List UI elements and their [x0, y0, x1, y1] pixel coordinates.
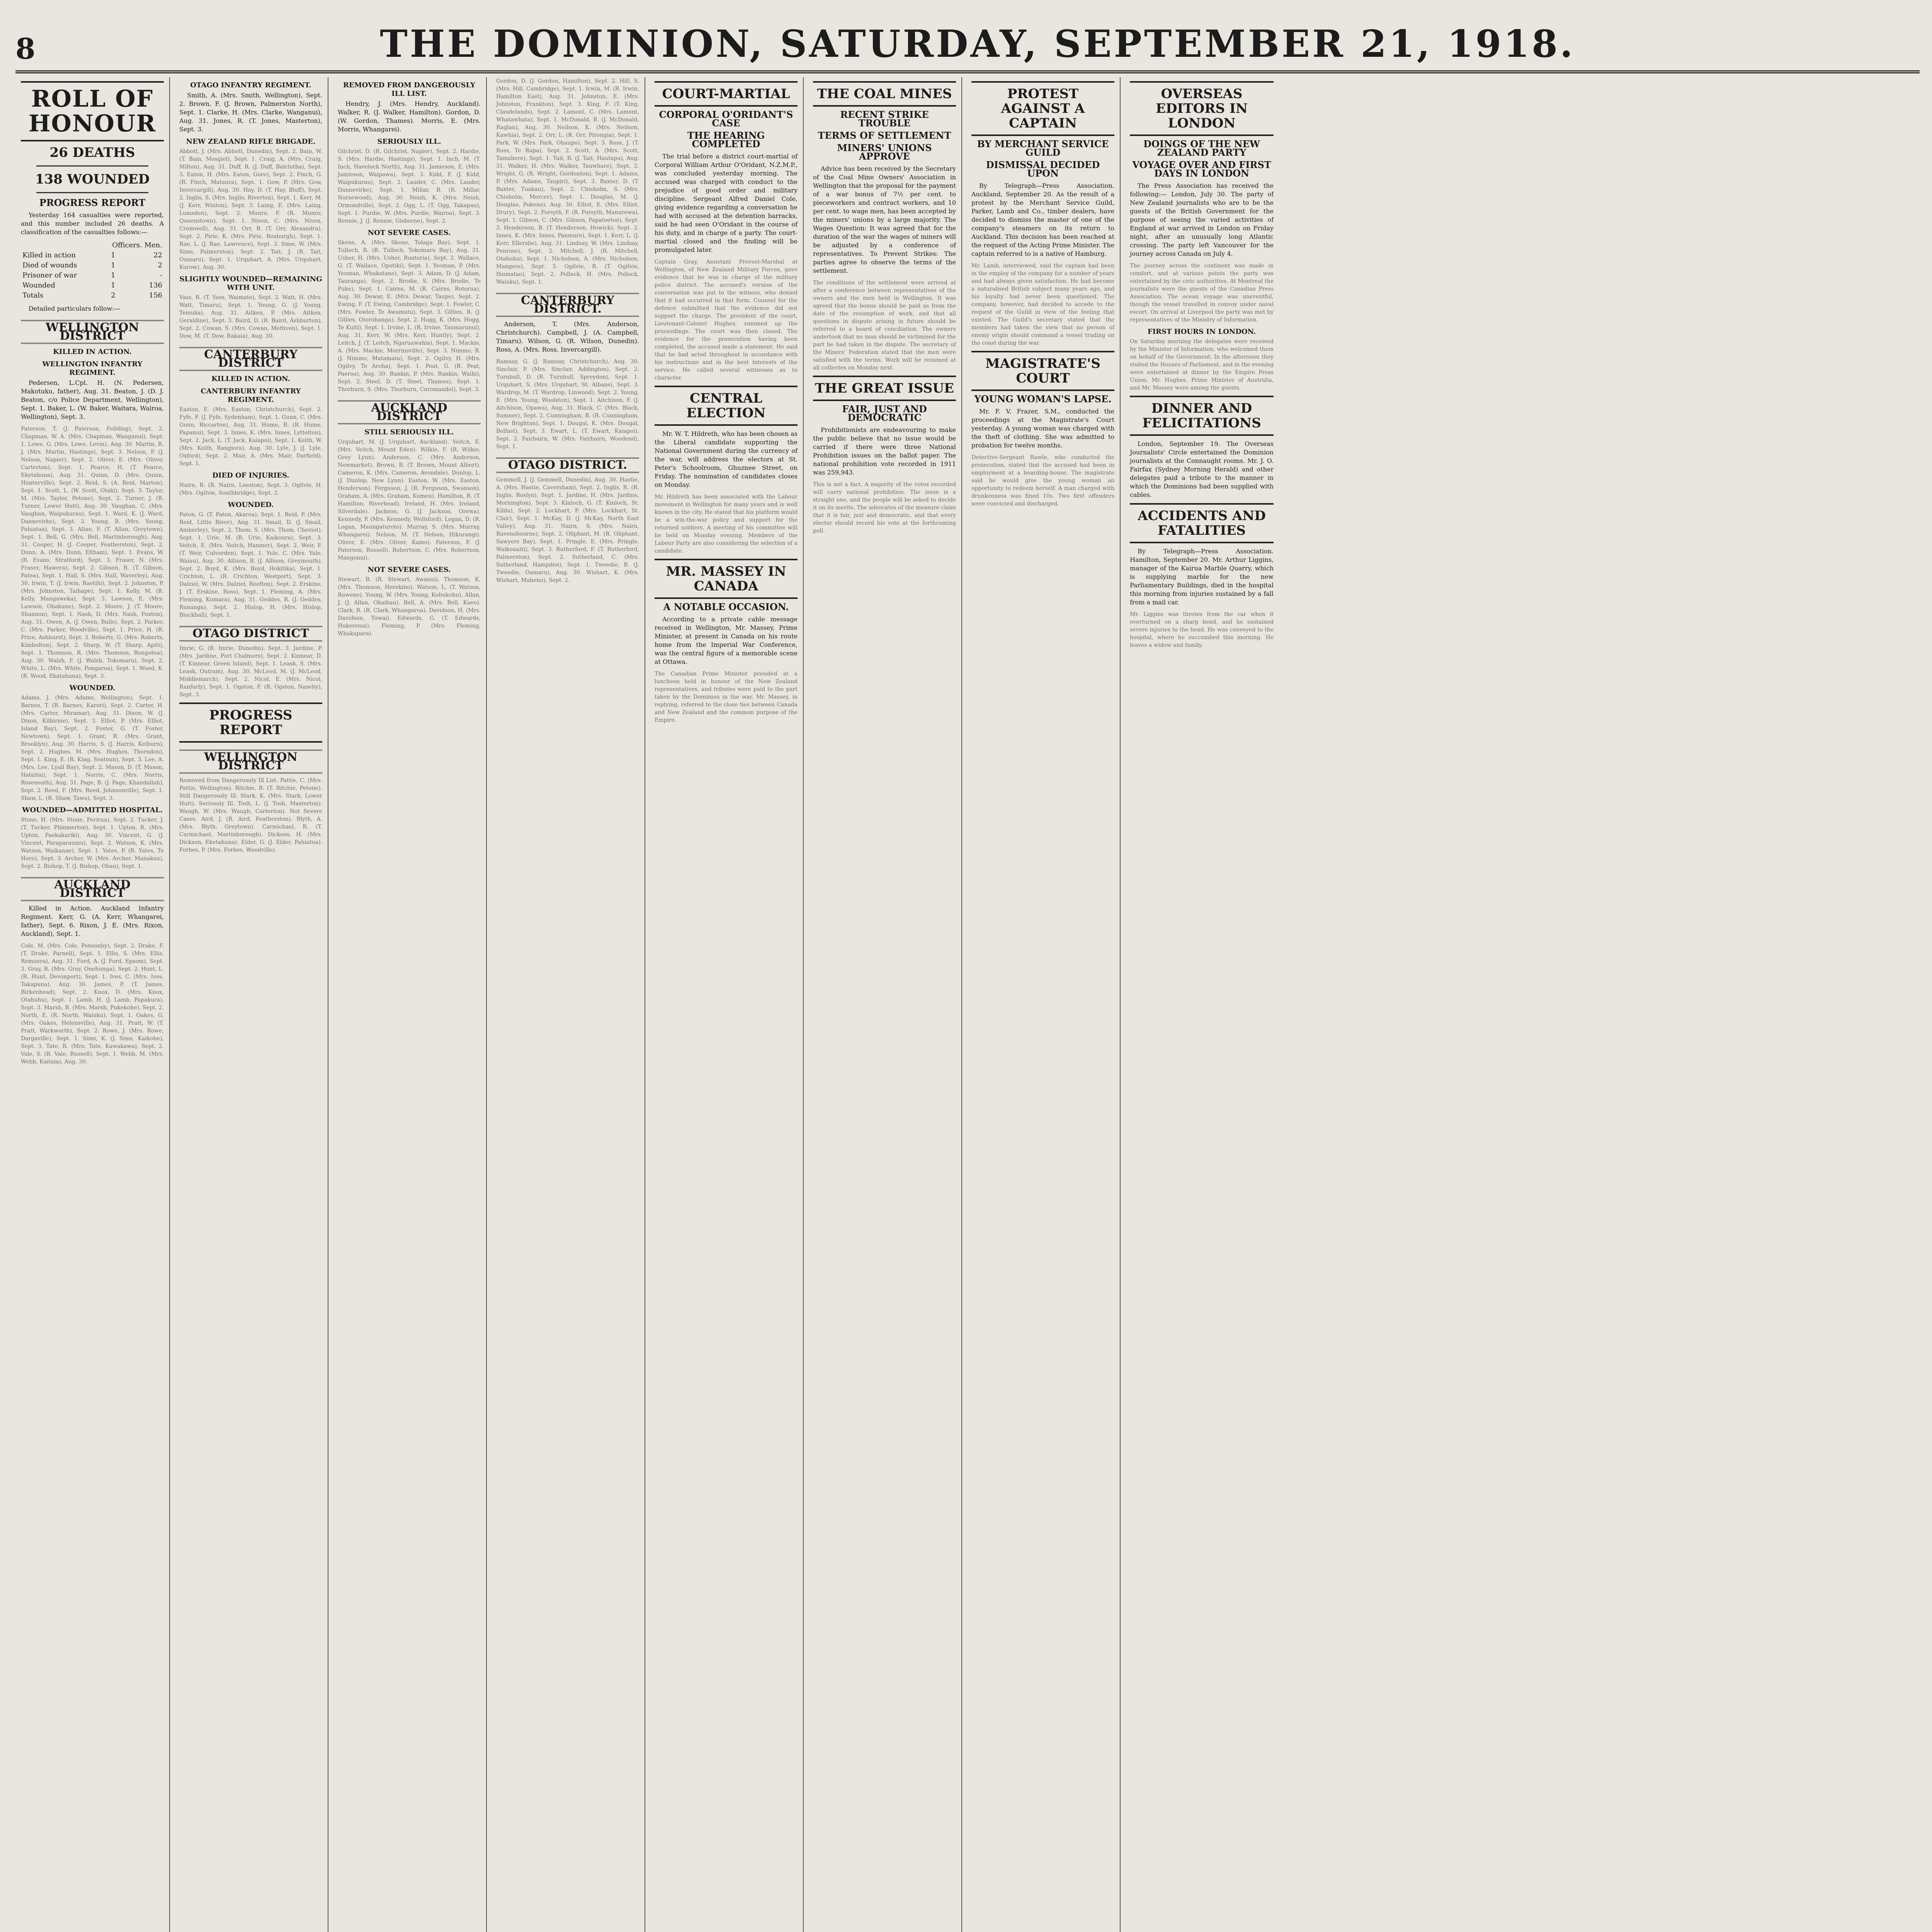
column-casualties-3: [332, 77, 487, 1932]
article-text: The Canadian Prime Minister presided at a luncheon held in honour of the New Zealand representatives, and tributes were paid to the part taken by the Dominion in the war. Mr. Massey, in replying, referred to the close ties between Canada and New Zealand and the common purpose of the Empire.: [655, 671, 798, 723]
columns: [15, 77, 1920, 1932]
massey-body: According to a private cable message received in Wellington, Mr. Massey, Prime Minister, at present in Canada on his route home from the Imperial War Conference, was the central figure of a memorable scene at Ottawa.: [655, 616, 798, 665]
casualty-list-text: Easton, E. (Mrs. Easton, Christchurch), Sept. 2. Fyfe, F. (J. Fyfe, Sydenham), Sept. 1. Gunn, C. (Mrs. Gunn, Riccarton), Aug. 31. Hume, B. (R. Hume, Papanui), Sept. 3. Innes, K. (Mrs. Innes, Lyttelton), Sept. 2. Jack, L. (T. Jack, Kaiapoi), Sept. 1. Keith, W. (Mrs. Keith, Rangiora), Aug. 30. Lyle, J. (J. Lyle, Oxford), Sept. 2. Mair, A. (Mrs. Mair, Darfield), Sept. 1.: [179, 406, 322, 467]
roll-footer: Detailed particulars follow:—: [29, 305, 121, 312]
divider: [36, 192, 148, 193]
protest-body: By Telegraph—Press Association. Auckland, September 20. As the result of a protest by the Merchant Service Guild, Parker, Lamb and Co., timber dealers, have decided to dismiss the master of one of the company's steamers on its return to Auckland. This decision has been reached at the request of the Acting Prime Minister. The captain referred to is a native of Hamburg.: [971, 182, 1114, 257]
great-issue-sub: FAIR, JUST AND DEMOCRATIC: [842, 403, 927, 423]
wounded-heading: WOUNDED.: [228, 501, 274, 509]
casualty-list-text: Imrie, G. (R. Imrie, Dunedin), Sept. 3. Jardine, P. (Mrs. Jardine, Port Chalmers), Sept. 2. Kinnear, D. (T. Kinnear, Green Island), Sept. 1. Leask, S. (Mrs. Leask, Outram), Aug. 30. McLeod, M. (J. McLeod, Middlemarch), Sept. 2. Nicol, E. (Mrs. Nicol, Ranfurly), Sept. 1. Ogston, F. (R. Ogston, Naseby), Sept. 3.: [179, 645, 322, 698]
wounded-heading-2: WOUNDED.: [69, 684, 116, 692]
casualty-list-text: Adams, J. (Mrs. Adams, Wellington), Sept. 1. Barnes, T. (R. Barnes, Karori), Sept. 2. Carter, H. (Mrs. Carter, Miramar), Aug. 31. Dixon, W. (J. Dixon, Kilbirnie), Sept. 3. Elliot, P. (Mrs. Elliot, Island Bay), Sept. 2. Foster, G. (T. Foster, Newtown), Sept. 1. Grant, R. (Mrs. Grant, Brooklyn), Aug. 30. Harris, S. (J. Harris, Kelburn), Sept. 2. Hughes, M. (Mrs. Hughes, Thorndon), Sept. 1. King, E. (R. King, Seatoun), Sept. 3. Lee, A. (Mrs. Lee, Lyall Bay), Sept. 2. Mason, D. (T. Mason, Hataitai), Sept. 1. Norris, C. (Mrs. Norris, Roseneath), Aug. 31. Page, B. (J. Page, Khandallah), Sept. 2. Reed, F. (Mrs. Reed, Johnsonville), Sept. 1. Shaw, L. (R. Shaw, Tawa), Sept. 3.: [21, 695, 164, 801]
casualty-list-text: Gemmell, J. (J. Gemmell, Dunedin), Aug. 30. Hastie, A. (Mrs. Hastie, Caversham), Sept. 2. Inglis, R. (R. Inglis, Roslyn), Sept. 1. Jardine, H. (Mrs. Jardine, Mornington), Sept. 3. Kinloch, G. (T. Kinloch, St. Kilda), Sept. 2. Lockhart, P. (Mrs. Lockhart, St. Clair), Sept. 1. McKay, D. (J. McKay, North East Valley), Aug. 31. Nairn, S. (Mrs. Nairn, Ravensbourne), Sept. 2. Oliphant, M. (R. Oliphant, Sawyers Bay), Sept. 1. Pringle, E. (Mrs. Pringle, Waikouaiti), Sept. 3. Rutherford, F. (T. Rutherford, Palmerston), Sept. 2. Sutherland, C. (Mrs. Sutherland, Hampden), Sept. 1. Tweedie, B. (J. Tweedie, Oamaru), Aug. 30. Wishart, K. (Mrs. Wishart, Maheno), Sept. 2.: [496, 477, 639, 583]
casualty-list-text: Stewart, B. (R. Stewart, Awanui). Thomson, K. (Mrs. Thomson, Herekino). Watson, L. (T. Watson, Rawene). Young, W. (Mrs. Young, Kohukohu). Allan, J. (J. Allan, Okaihau). Bell, A. (Mrs. Bell, Kaeo). Clark, R. (R. Clark, Whangaroa). Davidson, H. (Mrs. Davidson, Towai). Edwards, G. (T. Edwards, Hukerenui). Fleming, P. (Mrs. Fleming, Whakapara).: [338, 577, 481, 637]
canterbury-heading: CANTERBURY DISTRICT.: [496, 293, 639, 317]
column-coal-mines: [808, 77, 962, 1932]
protest-headline: PROTEST AGAINST A CAPTAIN: [971, 81, 1114, 136]
column-protest: [966, 77, 1121, 1932]
page-number: 8: [15, 32, 36, 66]
coal-mines-headline: THE COAL MINES: [813, 81, 956, 107]
article-text: This is not a fact. A majority of the votes recorded will carry national prohibition. The issue is a straight one, and the people will be asked to decide it on its merits. The advocates of the measure claim that it is fair, just and democratic, and that every elector should record his vote at the forthcoming poll.: [813, 481, 956, 534]
not-severe-heading: NOT SEVERE CASES.: [367, 229, 451, 237]
seriously-ill-heading: SERIOUSLY ILL.: [377, 138, 441, 146]
casualty-list-text: Nairn, R. (R. Nairn, Leeston), Sept. 3. Ogilvie, H. (Mrs. Ogilvie, Southbridge), Sept. 2.: [179, 482, 322, 496]
table-row: Totals 2 156: [22, 291, 162, 299]
casualty-list-text: Ramsay, G. (J. Ramsay, Christchurch), Aug. 30. Sinclair, P. (Mrs. Sinclair, Addington), Sept. 2. Turnbull, D. (R. Turnbull, Spreydon), Sept. 1. Urquhart, S. (Mrs. Urquhart, St. Albans), Sept. 3. Wardrop, M. (T. Wardrop, Linwood), Sept. 2. Young, E. (Mrs. Young, Woolston), Sept. 1. Aitchison, F. (J. Aitchison, Opawa), Aug. 31. Black, C. (Mrs. Black, Sumner), Sept. 2. Cunningham, B. (R. Cunningham, New Brighton), Sept. 1. Dougal, K. (Mrs. Dougal, Belfast), Sept. 3. Ewart, L. (T. Ewart, Kaiapoi), Sept. 2. Fairbairn, W. (Mrs. Fairbairn, Woodend), Sept. 1.: [496, 359, 639, 450]
great-issue-body: Prohibitionists are endeavouring to make the public believe that no issue would be carried if there were three National Prohibition issues on the ballot paper. The national prohibition vote recorded in 1911 was 259,943.: [813, 426, 956, 476]
article-text: The journey across the continent was made in comfort, and at various points the party was entertained by the civic authorities. At Montreal the journalists were the guests of the Canadian Press Association. The ocean voyage was uneventful, though the vessel travelled in convoy under naval escort. On arrival at Liverpool the party was met by representatives of the Ministry of Information.: [1130, 263, 1274, 323]
central-election-headline: CENTRAL ELECTION: [655, 386, 798, 426]
casualty-list: Hendry, J. (Mrs. Hendry, Auckland). Walker, R. (J. Walker, Hamilton). Gordon, D. (W. Gordon, Thames). Morris, E. (Mrs. Morris, Whangarei).: [338, 100, 481, 133]
not-severe-heading-2: NOT SEVERE CASES.: [367, 566, 451, 574]
deaths-heading: 26 DEATHS: [49, 145, 135, 160]
casualty-list-text: Skene, A. (Mrs. Skene, Tolaga Bay), Sept. 1. Tulloch, R. (R. Tulloch, Tokomaru Bay), Aug. 31. Usher, H. (Mrs. Usher, Ruatoria), Sept. 2. Wallace, G. (T. Wallace, Opotiki), Sept. 1. Yeoman, P. (Mrs. Yeoman, Whakatane), Sept. 3. Adam, D. (J. Adam, Tauranga), Sept. 2. Brodie, S. (Mrs. Brodie, Te Puke), Sept. 1. Cairns, M. (R. Cairns, Rotorua), Aug. 30. Dewar, E. (Mrs. Dewar, Taupo), Sept. 2. Ewing, F. (T. Ewing, Cambridge), Sept. 1. Fowler, C. (Mrs. Fowler, Te Awamutu), Sept. 3. Gillies, B. (J. Gillies, Otorohanga), Sept. 2. Hogg, K. (Mrs. Hogg, Te Kuiti), Sept. 1. Irvine, L. (R. Irvine, Taumarunui), Aug. 31. Kerr, W. (Mrs. Kerr, Huntly), Sept. 2. Leitch, J. (T. Leitch, Ngaruawahia), Sept. 1. Mackie, A. (Mrs. Mackie, Morrinsville), Sept. 3. Nimmo, R. (J. Nimmo, Matamata), Sept. 2. Ogilvy, H. (Mrs. Ogilvy, Te Aroha), Sept. 1. Peat, G. (R. Peat, Paeroa), Aug. 30. Rankin, P. (Mrs. Rankin, Waihi), Sept. 2. Steel, D. (T. Steel, Thames), Sept. 1. Thorburn, S. (Mrs. Thorburn, Coromandel), Sept. 3.: [338, 240, 481, 393]
accidents-headline: ACCIDENTS AND FATALITIES: [1130, 503, 1274, 543]
masthead: [15, 8, 1920, 73]
divider: [36, 165, 148, 167]
coal-mines-sub3: MINERS' UNIONS APPROVE: [837, 142, 932, 162]
wellington-infantry-heading: WELLINGTON INFANTRY REGIMENT.: [42, 360, 143, 377]
dinner-body: London, September 19. The Overseas Journalists' Circle entertained the Dominion journalists at the Connaught rooms. Mr. J. O. Fairfax (Sydney Morning Herald) and other delegates paid a tribute to the manner in which the Dominions had been supplied with cables.: [1130, 440, 1274, 498]
magistrate-headline: MAGISTRATE'S COURT: [971, 351, 1114, 391]
casualty-list-text: Removed from Dangerously Ill List. Pattie, C. (Mrs. Pattie, Wellington). Ritchie, B. (T. Ritchie, Petone). Still Dangerously Ill. Stark, K. (Mrs. Stark, Lower Hutt). Seriously Ill. Tosh, L. (J. Tosh, Masterton). Waugh, W. (Mrs. Waugh, Carterton). Not Severe Cases. Aird, J. (R. Aird, Featherston). Blyth, A. (Mrs. Blyth, Greytown). Carmichael, R. (T. Carmichael, Martinborough). Dickson, H. (Mrs. Dickson, Eketahuna). Elder, G. (J. Elder, Pahiatua). Forbes, P. (Mrs. Forbes, Woodville).: [179, 777, 322, 853]
table-row: Killed in action 1 22: [22, 251, 162, 259]
roll-intro: Yesterday 164 casualties were reported, and this number included 26 deaths. A classification of the casualties follows:—: [21, 211, 164, 236]
great-issue-headline: THE GREAT ISSUE: [813, 376, 956, 401]
article-text: Captain Gray, Assistant Provost-Marshal at Wellington, of New Zealand Military Forces, gave evidence that he was in charge of the military police district. The accused's version of the conversation was put to the witness, who denied that it had occurred in that form. Counsel for the defence submitted that the evidence did not support the charge. The president of the court, Lieutenant-Colonel Hughes, summed up the proceedings. The court was then closed. The evidence for the prosecution having been completed, the accused made a statement. He said that he had acted throughout in accordance with his instructions and in the best interests of the service. He called several witnesses as to character.: [655, 259, 798, 381]
casualty-list-text: Abbott, J. (Mrs. Abbott, Dunedin), Sept. 2. Bain, W. (T. Bain, Mosgiel), Sept. 1. Craig, A. (Mrs. Craig, Milton), Aug. 31. Duff, R. (J. Duff, Balclutha), Sept. 3. Eaton, H. (Mrs. Eaton, Gore), Sept. 2. Finch, G. (R. Finch, Mataura), Sept. 1. Gow, P. (Mrs. Gow, Invercargill), Aug. 30. Hay, D. (T. Hay, Bluff), Sept. 2. Inglis, S. (Mrs. Inglis, Riverton), Sept. 1. Kerr, M. (J. Kerr, Winton), Sept. 3. Laing, E. (Mrs. Laing, Lumsden), Sept. 2. Munro, F. (R. Munro, Queenstown), Sept. 1. Niven, C. (Mrs. Niven, Cromwell), Aug. 31. Orr, B. (T. Orr, Alexandra), Sept. 2. Pirie, K. (Mrs. Pirie, Roxburgh), Sept. 1. Rae, L. (J. Rae, Lawrence), Sept. 3. Sime, W. (Mrs. Sime, Palmerston), Sept. 2. Tait, J. (R. Tait, Oamaru), Sept. 1. Urquhart, A. (Mrs. Urquhart, Kurow), Aug. 30.: [179, 148, 322, 270]
article-text: On Saturday morning the delegates were received by the Minister of Information, who welcomed them on behalf of the Government. In the afternoon they visited the Houses of Parliament, and in the evening were entertained at dinner by the Empire Press Union. Mr. Hughes, Prime Minister of Australia, and Mr. Massey were among the guests.: [1130, 338, 1274, 391]
column-court-martial: [649, 77, 804, 1932]
court-martial-sub2: THE HEARING COMPLETED: [687, 130, 765, 150]
died-of-injuries-heading: DIED OF INJURIES.: [212, 471, 289, 480]
column-overseas-editors: [1124, 77, 1279, 1932]
progress-heading: PROGRESS REPORT: [39, 197, 146, 208]
overseas-sub2: VOYAGE OVER AND FIRST DAYS IN LONDON: [1132, 159, 1271, 179]
casualty-list-text: Urquhart, M. (J. Urquhart, Auckland). Veitch, E. (Mrs. Veitch, Mount Eden). Wilkie, F. (R. Wilkie, Grey Lynn). Anderson, C. (Mrs. Anderson, Newmarket). Brown, B. (T. Brown, Mount Albert). Cameron, K. (Mrs. Cameron, Avondale). Dunlop, L. (J. Dunlop, New Lynn). Easton, W. (Mrs. Easton, Henderson). Ferguson, J. (R. Ferguson, Swanson). Graham, A. (Mrs. Graham, Kumeu). Hamilton, R. (T. Hamilton, Riverhead). Ireland, H. (Mrs. Ireland, Silverdale). Jackson, G. (J. Jackson, Orewa). Kennedy, P. (Mrs. Kennedy, Wellsford). Logan, D. (R. Logan, Maungaturoto). Murray, S. (Mrs. Murray, Whangarei). Nelson, M. (T. Nelson, Hikurangi). Oliver, E. (Mrs. Oliver, Kamo). Paterson, F. (J. Paterson, Russell). Robertson, C. (Mrs. Robertson, Mangonui).: [338, 439, 481, 561]
coal-mines-sub: RECENT STRIKE TROUBLE: [840, 109, 929, 129]
otago-district-heading: OTAGO DISTRICT: [179, 626, 322, 641]
dinner-headline: DINNER AND FELICITATIONS: [1130, 396, 1274, 436]
protest-sub2: DISMISSAL DECIDED UPON: [986, 159, 1100, 179]
killed-heading: KILLED IN ACTION.: [53, 348, 132, 356]
summary-header: Officers. Men.: [112, 241, 162, 249]
auckland-district-heading: AUCKLAND DISTRICT: [21, 877, 164, 901]
article-text: Mr. Hildreth has been associated with the Labour movement in Wellington for many years and is well known in the city. He stated that his platform would be a win-the-war policy and support for the returned soldiers. A meeting of his committee will be held on Monday evening. Members of the Labour Party are also considering the selection of a candidate.: [655, 494, 798, 554]
table-row: Prisoner of war 1 -: [22, 271, 162, 279]
casualty-list-text: Gilchrist, D. (R. Gilchrist, Napier), Sept. 2. Hardie, S. (Mrs. Hardie, Hastings), Sept. 1. Inch, M. (T. Inch, Havelock North), Aug. 31. Jamieson, E. (Mrs. Jamieson, Waipawa), Sept. 3. Kidd, F. (J. Kidd, Waipukurau), Sept. 2. Lauder, C. (Mrs. Lauder, Dannevirke), Sept. 1. Millar, B. (R. Millar, Norsewood), Aug. 30. Neish, K. (Mrs. Neish, Ormondville), Sept. 2. Ogg, L. (T. Ogg, Takapau), Sept. 1. Purdie, W. (Mrs. Purdie, Wairoa), Sept. 3. Rennie, J. (J. Rennie, Gisborne), Sept. 2.: [338, 148, 481, 224]
casualty-list: Anderson, T. (Mrs. Anderson, Christchurch). Campbell, J. (A. Campbell, Timaru). Wilson, G. (R. Wilson, Dunedin). Ross, A. (Mrs. Ross, Invercargill).: [496, 320, 639, 353]
article-text: The conditions of the settlement were arrived at after a conference between representatives of the owners and the men held in Wellington. It was agreed that the bonus should be paid as from the date of the resumption of work, and that all questions in dispute arising in future should be referred to a board of conciliation. The owners undertook that no man should be victimised for the part he had taken in the dispute. The secretary of the Miners' Federation stated that the men were satisfied with the terms. Work will be resumed at all collieries on Monday next.: [813, 280, 956, 371]
overseas-headline: OVERSEAS EDITORS IN LONDON: [1130, 81, 1274, 136]
casualty-list-text: Stone, H. (Mrs. Stone, Porirua), Sept. 2. Tucker, J. (T. Tucker, Plimmerton), Sept. 1. Upton, R. (Mrs. Upton, Paekakariki), Aug. 30. Vincent, G. (J. Vincent, Paraparaumu), Sept. 2. Watson, K. (Mrs. Watson, Waikanae), Sept. 1. Yates, P. (R. Yates, Te Horo), Sept. 3. Archer, W. (Mrs. Archer, Manakau), Sept. 2. Bishop, T. (J. Bishop, Ohau), Sept. 1.: [21, 817, 164, 869]
column-roll-of-honour: [15, 77, 170, 1932]
slightly-wounded-heading: SLIGHTLY WOUNDED—REMAINING WITH UNIT.: [179, 275, 322, 292]
progress-report-heading: PROGRESS REPORT: [179, 702, 322, 743]
accidents-body: By Telegraph—Press Association. Hamilton, September 20. Mr. Arthur Liggins, manager of the Kairua Marble Quarry, which is supplying marble for the new Parliamentary Buildings, died in the hospital this morning from injuries sustained by a fall from a mail car.: [1130, 548, 1274, 606]
article-text: Mr. Lamb, interviewed, said the captain had been in the employ of the company for a number of years and had always given satisfaction. He had become a naturalised British subject many years ago, and his loyalty had never been questioned. The company, however, had decided to accede to the request of the Guild in view of the feeling that existed. The Guild's secretary stated that the members had taken the view that no person of enemy origin should command a vessel trading on the coast during the war.: [971, 263, 1114, 346]
casualty-list-text: Cole, M. (Mrs. Cole, Ponsonby), Sept. 2. Drake, F. (T. Drake, Parnell), Sept. 1. Ellis, S. (Mrs. Ellis, Remuera), Aug. 31. Ford, A. (J. Ford, Epsom), Sept. 3. Gray, R. (Mrs. Gray, Onehunga), Sept. 2. Hunt, L. (R. Hunt, Devonport), Sept. 1. Ives, C. (Mrs. Ives, Takapuna), Aug. 30. James, P. (T. James, Birkenhead), Sept. 2. Knox, D. (Mrs. Knox, Otahuhu), Sept. 1. Lamb, H. (J. Lamb, Papakura), Sept. 3. Marsh, B. (Mrs. Marsh, Pukekohe), Sept. 2. North, E. (R. North, Waiuku), Sept. 1. Oakes, G. (Mrs. Oakes, Helensville), Aug. 31. Pratt, W. (T. Pratt, Warkworth), Sept. 2. Rowe, J. (Mrs. Rowe, Dargaville), Sept. 1. Sims, K. (J. Sims, Kaikohe), Sept. 3. Tate, R. (Mrs. Tate, Kawakawa), Sept. 2. Vale, S. (R. Vale, Russell), Sept. 1. Webb, M. (Mrs. Webb, Kaitaia), Aug. 30.: [21, 943, 164, 1065]
auckland-district-heading-2: AUCKLAND DISTRICT: [338, 400, 481, 424]
auckland-list: Killed in Action. Auckland Infantry Regiment. Kerr, G. (A. Kerr, Whangarei, father), Sept. 6. Rixon, J. E. (Mrs. Rixon, Auckland), Sept. 1.: [21, 905, 164, 937]
central-election-body: Mr. W. T. Hildreth, who has been chosen as the Liberal candidate supporting the National Government during the currency of the war, will address the electors at St. Peter's Schoolroom, Ghuznee Street, on Friday. The nomination of candidates closes on Monday.: [655, 430, 798, 488]
canterbury-district-heading: CANTERBURY DISTRICT: [179, 347, 322, 371]
otago-heading: OTAGO DISTRICT.: [496, 457, 639, 473]
casualty-list-text: Paterson, T. (J. Paterson, Feilding), Sept. 2. Chapman, W. A. (Mrs. Chapman, Wanganui), Sept. 1. Lowe, G. (Mrs. Lowe, Levin), Aug. 30. Martin, R. J. (Mrs. Martin, Hastings), Sept. 3. Nelson, P. (J. Nelson, Napier), Sept. 2. Oliver, E. (Mrs. Oliver, Carterton), Sept. 1. Pearce, H. (T. Pearce, Eketahuna), Aug. 31. Quinn, D. (Mrs. Quinn, Hunterville), Sept. 2. Reid, S. (A. Reid, Marton), Sept. 1. Scott, L. (W. Scott, Otaki), Sept. 3. Taylor, M. (Mrs. Taylor, Petone), Sept. 2. Turner, J. (R. Turner, Lower Hutt), Aug. 30. Vaughan, C. (Mrs. Vaughan, Waipukurau), Sept. 1. Ward, K. (J. Ward, Dannevirke), Sept. 2. Young, B. (Mrs. Young, Pahiatua), Sept. 3. Allan, F. (T. Allan, Greytown), Sept. 1. Bell, G. (Mrs. Bell, Martinborough), Aug. 31. Cooper, H. (J. Cooper, Featherston), Sept. 2. Dunn, A. (Mrs. Dunn, Eltham), Sept. 1. Evans, W. (R. Evans, Stratford), Sept. 3. Fraser, N. (Mrs. Fraser, Hawera), Sept. 2. Gibson, R. (T. Gibson, Patea), Sept. 1. Hall, S. (Mrs. Hall, Waverley), Aug. 30. Irwin, T. (J. Irwin, Raetihi), Sept. 2. Johnston, P. (Mrs. Johnston, Taihape), Sept. 1. Kelly, M. (R. Kelly, Mangaweka), Sept. 3. Lawson, E. (Mrs. Lawson, Ohakune), Sept. 2. Moore, J. (T. Moore, Shannon), Sept. 1. Nash, D. (Mrs. Nash, Foxton), Aug. 31. Owen, A. (J. Owen, Bulls), Sept. 2. Parker, C. (Mrs. Parker, Woodville), Sept. 1. Price, H. (R. Price, Ashhurst), Sept. 3. Roberts, G. (Mrs. Roberts, Kimbolton), Sept. 2. Sharp, W. (T. Sharp, Apiti), Sept. 1. Thomson, R. (Mrs. Thomson, Rongotea), Aug. 30. Walsh, F. (J. Walsh, Tokomaru), Sept. 2. White, L. (Mrs. White, Pongaroa), Sept. 1. Wood, K. (R. Wood, Ekatahuna), Sept. 3.: [21, 426, 164, 679]
magistrate-body: Mr. F. V. Frazer, S.M., conducted the proceedings at the Magistrate's Court yesterday. A young woman was charged with the theft of clothing. She was admitted to probation for twelve months.: [971, 408, 1114, 449]
magistrate-sub: YOUNG WOMAN'S LAPSE.: [974, 393, 1112, 405]
overseas-sub: DOINGS OF THE NEW ZEALAND PARTY: [1143, 138, 1260, 158]
court-martial-sub: CORPORAL O'ORIDANT'S CASE: [659, 109, 793, 129]
wellington-district-heading: WELLINGTON DISTRICT: [21, 320, 164, 344]
coal-mines-sub2: TERMS OF SETTLEMENT: [818, 130, 951, 141]
column-casualties-2: [174, 77, 328, 1932]
protest-sub: BY MERCHANT SERVICE GUILD: [977, 138, 1109, 158]
court-martial-body: The trial before a district court-martial of Corporal William Arthur O'Oridant, N.Z.M.P., was concluded yesterday morning. The accused was charged with conduct to the prejudice of good order and military discipline. Sergeant Alfred Daniel Cole, giving evidence regarding a conversation he had with accused at the detention barracks, said he had seen O'Oridant in the course of his duty, and in charge of a party. The court-martial closed and the finding will be promulgated later.: [655, 153, 798, 253]
canterbury-infantry-heading: CANTERBURY INFANTRY REGIMENT.: [201, 387, 301, 404]
article-text: Detective-Sergeant Rawle, who conducted the prosecution, stated that the accused had been in employment at a boarding-house. The magistrate said he would give the young woman an opportunity to redeem herself. A man charged with drunkenness was fined 10s. Two first offenders were convicted and discharged.: [971, 454, 1114, 507]
first-hours-heading: FIRST HOURS IN LONDON.: [1147, 328, 1256, 336]
killed-heading: KILLED IN ACTION.: [211, 375, 290, 383]
column-casualties-4: [491, 77, 645, 1932]
massey-headline: MR. MASSEY IN CANADA: [655, 559, 798, 599]
otago-infantry-heading: OTAGO INFANTRY REGIMENT.: [190, 81, 311, 89]
still-seriously-heading: STILL SERIOUSLY ILL.: [364, 428, 454, 436]
wounded-heading: 138 WOUNDED: [35, 172, 150, 187]
wellington-list: Pedersen, L.Cpl. H. (N. Pedersen, Makotuku, father), Aug. 31. Beaton, J. (D. J. Beaton, c/o Police Department, Wellington), Sept. 1. Baker, L. (W. Baker, Waitara, Wairoa, Wellington), Sept. 3.: [21, 379, 164, 420]
table-row: Died of wounds 1 2: [22, 261, 162, 269]
coal-mines-body: Advice has been received by the Secretary of the Coal Mine Owners' Association in Wellington that the proposal for the payment of a war bonus of 7½ per cent. to pieceworkers and contract workers, and 10 per cent. to wage men, has been accepted by the miners' unions by a large majority. The Wages Question: It was agreed that for the duration of the war the wages of miners will be adjusted by a conference of representatives. To Prevent Strikes: The parties agree to observe the terms of the settlement.: [813, 165, 956, 274]
casualty-list: Smith, A. (Mrs. Smith, Wellington), Sept. 2. Brown, F. (J. Brown, Palmerston North), Sept. 1. Clarke, H. (Mrs. Clarke, Wanganui), Aug. 31. Jones, R. (T. Jones, Masterton), Sept. 3.: [179, 92, 322, 133]
wounded-hospital-heading: WOUNDED—ADMITTED HOSPITAL.: [22, 806, 163, 814]
rifle-brigade-heading: NEW ZEALAND RIFLE BRIGADE.: [186, 138, 316, 146]
paper-title: THE DOMINION, SATURDAY, SEPTEMBER 21, 1918.: [380, 22, 1575, 66]
casualty-list-text: Paton, G. (T. Paton, Akaroa), Sept. 1. Reid, P. (Mrs. Reid, Little River), Aug. 31. Smail, D. (J. Smail, Amberley), Sept. 2. Thom, S. (Mrs. Thom, Cheviot), Sept. 1. Urie, M. (R. Urie, Kaikoura), Sept. 3. Veitch, E. (Mrs. Veitch, Hanmer), Sept. 2. Weir, F. (T. Weir, Culverden), Sept. 1. Yule, C. (Mrs. Yule, Waiau), Aug. 30. Allison, B. (J. Allison, Greymouth), Sept. 2. Boyd, K. (Mrs. Boyd, Hokitika), Sept. 1. Crichton, L. (R. Crichton, Westport), Sept. 3. Dalziel, W. (Mrs. Dalziel, Reefton), Sept. 2. Erskine, J. (T. Erskine, Ross), Sept. 1. Fleming, A. (Mrs. Fleming, Kumara), Aug. 31. Geddes, R. (J. Geddes, Runanga), Sept. 2. Hislop, H. (Mrs. Hislop, Blackball), Sept. 1.: [179, 512, 322, 618]
roll-title: ROLL OF HONOUR: [21, 81, 164, 141]
casualty-summary-table: [21, 240, 164, 301]
massey-sub: A NOTABLE OCCASION.: [663, 601, 789, 612]
table-row: Wounded 1 136: [22, 281, 162, 289]
removed-dangerously-heading: REMOVED FROM DANGEROUSLY ILL LIST.: [343, 81, 475, 98]
overseas-body: The Press Association has received the following:— London, July 30. The party of New Zealand journalists who are to be the guests of the British Government for the purpose of seeing the varied activities of England at war arrived in London on Friday night, after an unusually long Atlantic crossing. The party left Vancouver for the journey across Canada on July 4.: [1130, 182, 1274, 257]
article-text: Mr. Liggins was thrown from the car when it overturned on a sharp bend, and he sustained severe injuries to the head. He was conveyed to the hospital, where he succumbed this morning. He leaves a widow and family.: [1130, 611, 1274, 648]
casualty-list-text: Gordon, D. (J. Gordon, Hamilton), Sept. 2. Hill, S. (Mrs. Hill, Cambridge), Sept. 1. Irwin, M. (R. Irwin, Hamilton East), Aug. 31. Johnston, E. (Mrs. Johnston, Frankton), Sept. 3. King, F. (T. King, Claudelands), Sept. 2. Lamont, C. (Mrs. Lamont, Whatawhata), Sept. 1. McDonald, B. (J. McDonald, Raglan), Aug. 30. Neilson, K. (Mrs. Neilson, Kawhia), Sept. 2. Orr, L. (R. Orr, Pirongia), Sept. 1. Park, W. (Mrs. Park, Ohaupo), Sept. 3. Ross, J. (T. Ross, Te Rapa), Sept. 2. Scott, A. (Mrs. Scott, Tamahere), Sept. 1. Tait, R. (J. Tait, Hautapu), Aug. 31. Walker, H. (Mrs. Walker, Tauwhare), Sept. 2. Wright, G. (R. Wright, Gordonton), Sept. 1. Adams, P. (Mrs. Adams, Taupiri), Sept. 3. Baxter, D. (T. Baxter, Tuakau), Sept. 2. Chisholm, S. (Mrs. Chisholm, Mercer), Sept. 1. Douglas, M. (J. Douglas, Pokeno), Aug. 30. Elliot, E. (Mrs. Elliot, Drury), Sept. 2. Forsyth, F. (R. Forsyth, Manurewa), Sept. 1. Gibson, C. (Mrs. Gibson, Papatoetoe), Sept. 3. Henderson, B. (T. Henderson, Howick), Sept. 2. Innes, K. (Mrs. Innes, Panmure), Sept. 1. Kerr, L. (J. Kerr, Ellerslie), Aug. 31. Lindsay, W. (Mrs. Lindsay, Penrose), Sept. 2. Mitchell, J. (R. Mitchell, Otahuhu), Sept. 1. Nicholson, A. (Mrs. Nicholson, Mangere), Sept. 3. Ogilvie, R. (T. Ogilvie, Ihumatao), Sept. 2. Pollock, H. (Mrs. Pollock, Waiuku), Sept. 1.: [496, 78, 639, 285]
wellington-district-heading-2: WELLINGTON DISTRICT: [179, 750, 322, 774]
casualty-list-text: Vass, R. (T. Vass, Waimate), Sept. 2. Watt, H. (Mrs. Watt, Timaru), Sept. 1. Young, G. (J. Young, Temuka), Aug. 31. Aitken, P. (Mrs. Aitken, Geraldine), Sept. 3. Baird, D. (R. Baird, Ashburton), Sept. 2. Cowan, S. (Mrs. Cowan, Methven), Sept. 1. Dow, M. (T. Dow, Rakaia), Aug. 30.: [179, 294, 322, 339]
court-martial-headline: COURT-MARTIAL: [655, 81, 798, 107]
